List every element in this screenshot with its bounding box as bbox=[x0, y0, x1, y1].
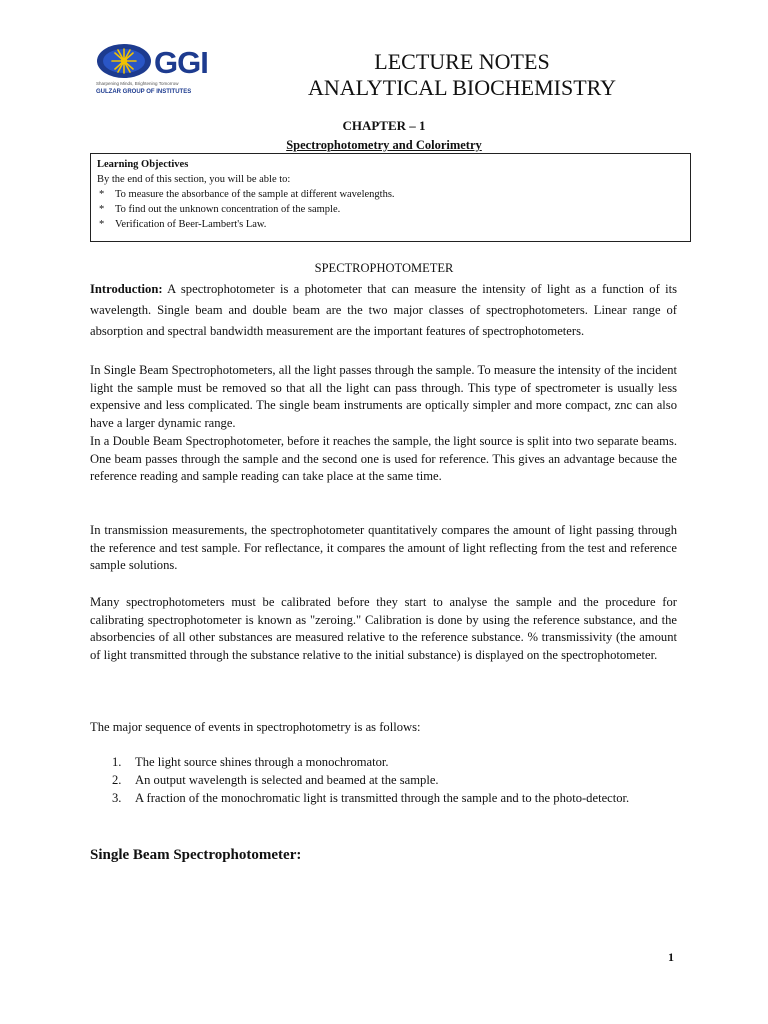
list-item bbox=[112, 754, 677, 772]
calibration-text: Many spectrophotometers must be calibrated before they start to analyse the sample and the procedure for calibrating spectrophotometer is known as "zeroing." Calibration is done by using the reference substance, and the absorbencies of all other substances are measured relative to the reference substance. % transmissivity (the amount of light transmitted through the substance relative to the initial substance) is displayed on the spectrophotometer. bbox=[90, 595, 677, 662]
learning-objective-item bbox=[97, 202, 684, 217]
step-text: A fraction of the monochromatic light is transmitted through the sample and to the photo-detector. bbox=[135, 790, 630, 805]
transmission-paragraph bbox=[90, 522, 677, 575]
bullet-star: * bbox=[99, 189, 105, 200]
intro-paragraph bbox=[90, 279, 677, 341]
logo-tagline: Sharpening Minds, Brightening Tomorrow bbox=[96, 81, 179, 86]
list-item bbox=[112, 790, 677, 808]
single-beam-subheading: Single Beam Spectrophotometer: bbox=[90, 847, 302, 863]
learning-objectives-box bbox=[90, 153, 691, 242]
logo-wordmark: GGI bbox=[154, 45, 208, 80]
learning-objective-text: To measure the absorbance of the sample at different wavelengths. bbox=[115, 189, 395, 200]
bullet-star: * bbox=[99, 204, 105, 215]
ggi-logo-emblem-icon bbox=[96, 42, 152, 80]
step-number: 3. bbox=[112, 790, 122, 805]
logo-group-name: GULZAR GROUP OF INSTITUTES bbox=[96, 89, 192, 95]
header-title-line1: LECTURE NOTES bbox=[374, 49, 550, 74]
page-number: 1 bbox=[668, 950, 674, 964]
double-beam-paragraph bbox=[90, 433, 677, 486]
chapter-number: CHAPTER – 1 bbox=[342, 118, 426, 133]
step-text: The light source shines through a monochromator. bbox=[135, 755, 389, 769]
double-beam-text: In a Double Beam Spectrophotometer, before it reaches the sample, the light source is split into two separate beams. One beam passes through the sample and the second one is used for reference. This gives an advantage because the reference reading and sample reading can take place at the same time. bbox=[90, 434, 677, 484]
step-text: An output wavelength is selected and beamed at the sample. bbox=[135, 772, 439, 787]
transmission-text: In transmission measurements, the spectrophotometer quantitatively compares the amount of light passing through the reference and test sample. For reflectance, it compares the amount of light reflecting from the test and reference sample solutions. bbox=[90, 523, 677, 573]
learning-objective-text: To find out the unknown concentration of the sample. bbox=[115, 204, 341, 215]
chapter-title: Spectrophotometry and Colorimetry bbox=[286, 138, 482, 152]
major-sequence-paragraph bbox=[90, 719, 677, 737]
learning-objective-item bbox=[97, 187, 684, 202]
bullet-star: * bbox=[99, 219, 105, 230]
single-beam-paragraph bbox=[90, 362, 677, 432]
single-beam-text: In Single Beam Spectrophotometers, all the light passes through the sample. To measure the intensity of the incident light the sample must be removed so that all the light can pass through. This type of spectrometer is usually less expensive and less complicated. The single beam instruments are optically simpler and more compact, znc can also have a larger dynamic range. bbox=[90, 363, 677, 430]
calibration-paragraph bbox=[90, 594, 677, 664]
intro-label: Introduction: bbox=[90, 282, 163, 296]
sequence-steps-list bbox=[112, 754, 677, 807]
major-sequence-text: The major sequence of events in spectrophotometry is as follows: bbox=[90, 720, 421, 734]
step-number: 1. bbox=[112, 755, 122, 769]
step-number: 2. bbox=[112, 772, 122, 787]
header-title-line2: ANALYTICAL BIOCHEMISTRY bbox=[307, 75, 617, 100]
list-item bbox=[112, 772, 677, 790]
learning-objectives-intro: By the end of this section, you will be able to: bbox=[97, 174, 291, 185]
learning-objective-item bbox=[97, 217, 684, 232]
intro-text: A spectrophotometer is a photometer that can measure the intensity of light as a function of its wavelength. Single beam and double beam are the two major classes of spectrophotometers. Linear range of absorption and spectral bandwidth measurement are the important features of spectrophotometers. bbox=[90, 282, 677, 338]
learning-objective-text: Verification of Beer-Lambert's Law. bbox=[115, 219, 267, 230]
ggi-logo bbox=[96, 42, 218, 100]
learning-objectives-title: Learning Objectives bbox=[97, 159, 189, 170]
section-title: SPECTROPHOTOMETER bbox=[314, 261, 454, 275]
